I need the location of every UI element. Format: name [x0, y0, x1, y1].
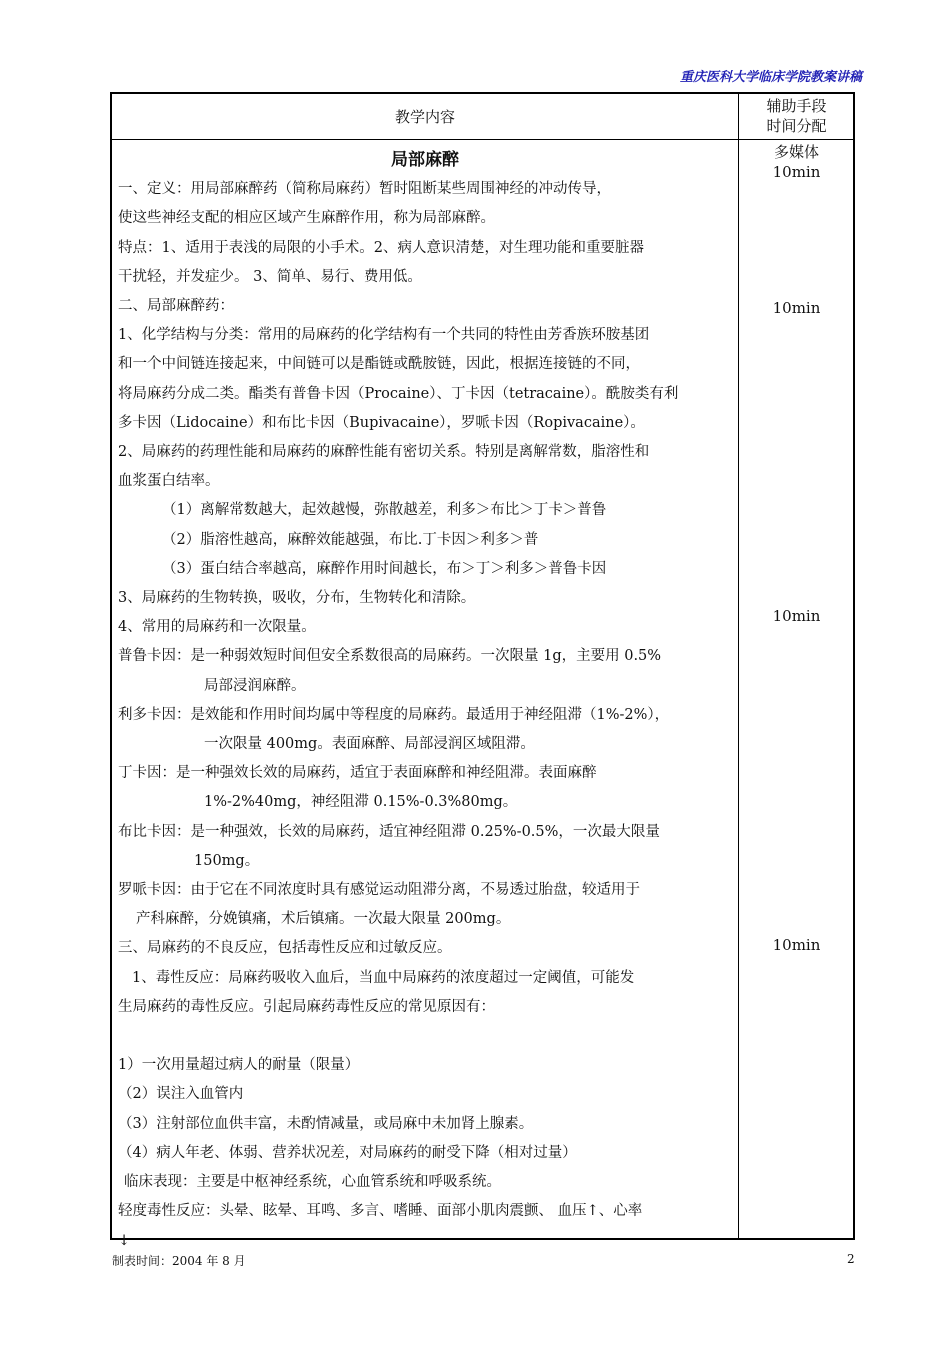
content-line: 罗哌卡因：由于它在不同浓度时具有感觉运动阻滞分离，不易透过胎盘，较适用于 — [118, 882, 640, 899]
content-line: 1%-2%40mg，神经阻滞 0.15%-0.3%80mg。 — [204, 794, 518, 811]
content-column-header: 教学内容 — [394, 108, 455, 126]
lesson-title: 局部麻醉 — [391, 150, 459, 170]
content-line: 临床表现：主要是中枢神经系统，心血管系统和呼吸系统。 — [124, 1174, 501, 1191]
aux-multimedia-label: 多媒体 — [773, 143, 819, 161]
content-line: （2）误注入血管内 — [118, 1086, 244, 1103]
content-line: 布比卡因：是一种强效，长效的局麻药，适宜神经阻滞 0.25%-0.5%，一次最大限量 — [118, 823, 660, 840]
aux-time: 10min — [772, 299, 821, 317]
header-divider — [112, 139, 853, 140]
aux-header-line2: 时间分配 — [766, 117, 827, 135]
content-body — [118, 146, 732, 1256]
content-line: 轻度毒性反应：头晕、眩晕、耳鸣、多言、嗜睡、面部小肌肉震颤、 血压↑、心率 — [118, 1203, 643, 1220]
content-line: 普鲁卡因：是一种弱效短时间但安全系数很高的局麻药。一次限量 1g，主要用 0.5% — [118, 648, 662, 665]
content-line: 将局麻药分成二类。酯类有普鲁卡因（Procaine）、丁卡因（tetracaine）。酰胺类有利 — [118, 385, 679, 402]
content-line: 二、局部麻醉药： — [118, 298, 234, 315]
lesson-table — [110, 92, 855, 1249]
column-divider — [738, 94, 739, 1238]
content-line: 一、定义：用局部麻醉药（简称局麻药）暂时阻断某些周围神经的冲动传导， — [118, 181, 611, 198]
aux-column-header — [740, 96, 853, 136]
content-line: 多卡因（Lidocaine）和布比卡因（Bupivacaine），罗哌卡因（Ropivacaine）。 — [118, 414, 645, 431]
content-line: 2、局麻药的药理性能和局麻药的麻醉性能有密切关系。特别是离解常数，脂溶性和 — [118, 444, 650, 461]
content-line: （2）脂溶性越高，麻醉效能越强，布比.丁卡因＞利多＞普 — [162, 531, 539, 548]
content-line: 1、化学结构与分类：常用的局麻药的化学结构有一个共同的特性由芳香族环胺基团 — [118, 327, 650, 344]
content-line: 150mg。 — [194, 852, 260, 869]
content-line: 干扰轻，并发症少。 3、简单、易行、费用低。 — [118, 268, 422, 285]
content-line: 丁卡因：是一种强效长效的局麻药，适宜于表面麻醉和神经阻滞。表面麻醉 — [118, 765, 597, 782]
content-line: 血浆蛋白结率。 — [118, 473, 220, 490]
content-line: 4、常用的局麻药和一次限量。 — [118, 619, 316, 636]
content-line: （3）注射部位血供丰富，未酌情减量，或局麻中未加肾上腺素。 — [118, 1115, 534, 1132]
content-line: （3）蛋白结合率越高，麻醉作用时间越长，布＞丁＞利多＞普鲁卡因 — [162, 560, 607, 577]
content-line: 和一个中间链连接起来，中间链可以是酯链或酰胺链，因此，根据连接链的不同， — [118, 356, 640, 373]
content-line: 3、局麻药的生物转换，吸收，分布，生物转化和清除。 — [118, 590, 476, 607]
blank-line — [118, 1022, 732, 1051]
aux-multimedia — [740, 142, 853, 182]
content-line: 产科麻醉，分娩镇痛，术后镇痛。一次最大限量 200mg。 — [136, 911, 511, 928]
footer-date: 制表时间：2004 年 8 月 — [112, 1254, 246, 1268]
aux-header-line1: 辅助手段 — [766, 97, 827, 115]
content-line: （1）离解常数越大，起效越慢，弥散越差，利多＞布比＞丁卡＞普鲁 — [162, 502, 607, 519]
content-line: 1、毒性反应：局麻药吸收入血后，当血中局麻药的浓度超过一定阈值，可能发 — [132, 969, 635, 986]
content-line: 特点：1、适用于表浅的局限的小手术。2、病人意识清楚，对生理功能和重要脏器 — [118, 239, 644, 256]
content-line: （4）病人年老、体弱、营养状况差，对局麻药的耐受下降（相对过量） — [118, 1144, 577, 1161]
content-line: 一次限量 400mg。表面麻醉、局部浸润区域阻滞。 — [204, 736, 535, 753]
page-number: 2 — [847, 1252, 855, 1266]
aux-time: 10min — [772, 936, 821, 954]
header-brand: 重庆医科大学临床学院教案讲稿 — [679, 70, 862, 85]
aux-time: 10min — [772, 163, 821, 181]
content-line: 局部浸润麻醉。 — [204, 677, 306, 694]
content-line: ↓ — [118, 1232, 131, 1249]
content-line: 利多卡因：是效能和作用时间均属中等程度的局麻药。最适用于神经阻滞（1%-2%）， — [118, 706, 670, 723]
content-line: 生局麻药的毒性反应。引起局麻药毒性反应的常见原因有： — [118, 998, 495, 1015]
content-line: 1）一次用量超过病人的耐量（限量） — [118, 1057, 360, 1074]
content-line: 使这些神经支配的相应区域产生麻醉作用，称为局部麻醉。 — [118, 210, 495, 227]
aux-time: 10min — [772, 607, 821, 625]
content-line: 三、局麻药的不良反应，包括毒性反应和过敏反应。 — [118, 940, 452, 957]
